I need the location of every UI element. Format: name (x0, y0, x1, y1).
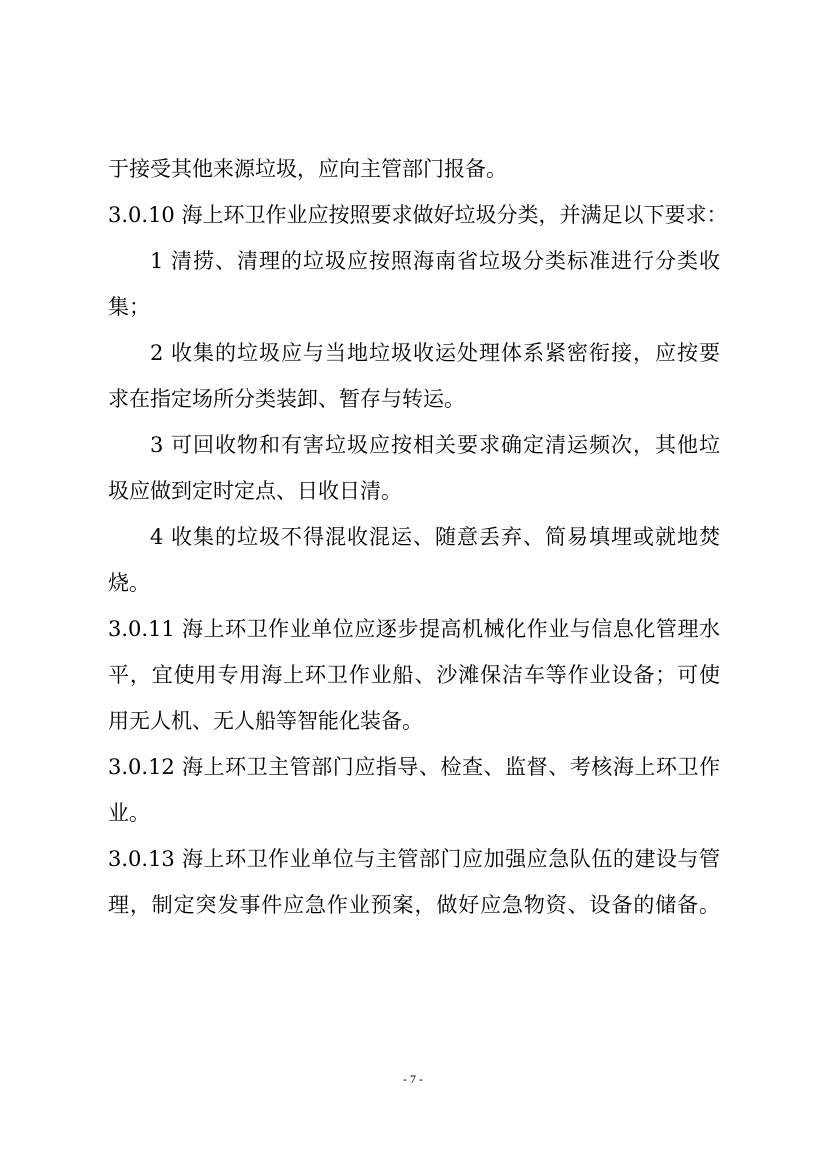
text-line: 3.0.11 海上环卫作业单位应逐步提高机械化作业与信息化管理水 (108, 617, 720, 641)
text-line: 3.0.10 海上环卫作业应按照要求做好垃圾分类，并满足以下要求： (108, 203, 728, 227)
text-line: 3.0.12 海上环卫主管部门应指导、检查、监督、考核海上环卫作 (108, 755, 720, 779)
text-line: 集； (108, 295, 150, 319)
text-line: 3.0.13 海上环卫作业单位与主管部门应加强应急队伍的建设与管 (108, 847, 720, 871)
text-line: 于接受其他来源垃圾，应向主管部门报备。 (108, 157, 507, 181)
page-number: - 7 - (403, 1072, 423, 1086)
text-line: 平，宜使用专用海上环卫作业船、沙滩保洁车等作业设备；可使 (108, 663, 720, 687)
text-line: 用无人机、无人船等智能化装备。 (108, 709, 423, 733)
text-line: 求在指定场所分类装卸、暂存与转运。 (108, 387, 465, 411)
text-line: 烧。 (108, 571, 150, 595)
text-line: 业。 (108, 801, 150, 825)
text-line: 3 可回收物和有害垃圾应按相关要求确定清运频次，其他垃 (150, 433, 720, 457)
text-line: 4 收集的垃圾不得混收混运、随意丢弃、简易填埋或就地焚 (150, 525, 720, 549)
text-line: 2 收集的垃圾应与当地垃圾收运处理体系紧密衔接，应按要 (150, 341, 720, 365)
text-line: 1 清捞、清理的垃圾应按照海南省垃圾分类标准进行分类收 (150, 249, 720, 273)
text-line: 理，制定突发事件应急作业预案，做好应急物资、设备的储备。 (108, 893, 720, 917)
document-body (108, 146, 728, 928)
text-line: 圾应做到定时定点、日收日清。 (108, 479, 402, 503)
